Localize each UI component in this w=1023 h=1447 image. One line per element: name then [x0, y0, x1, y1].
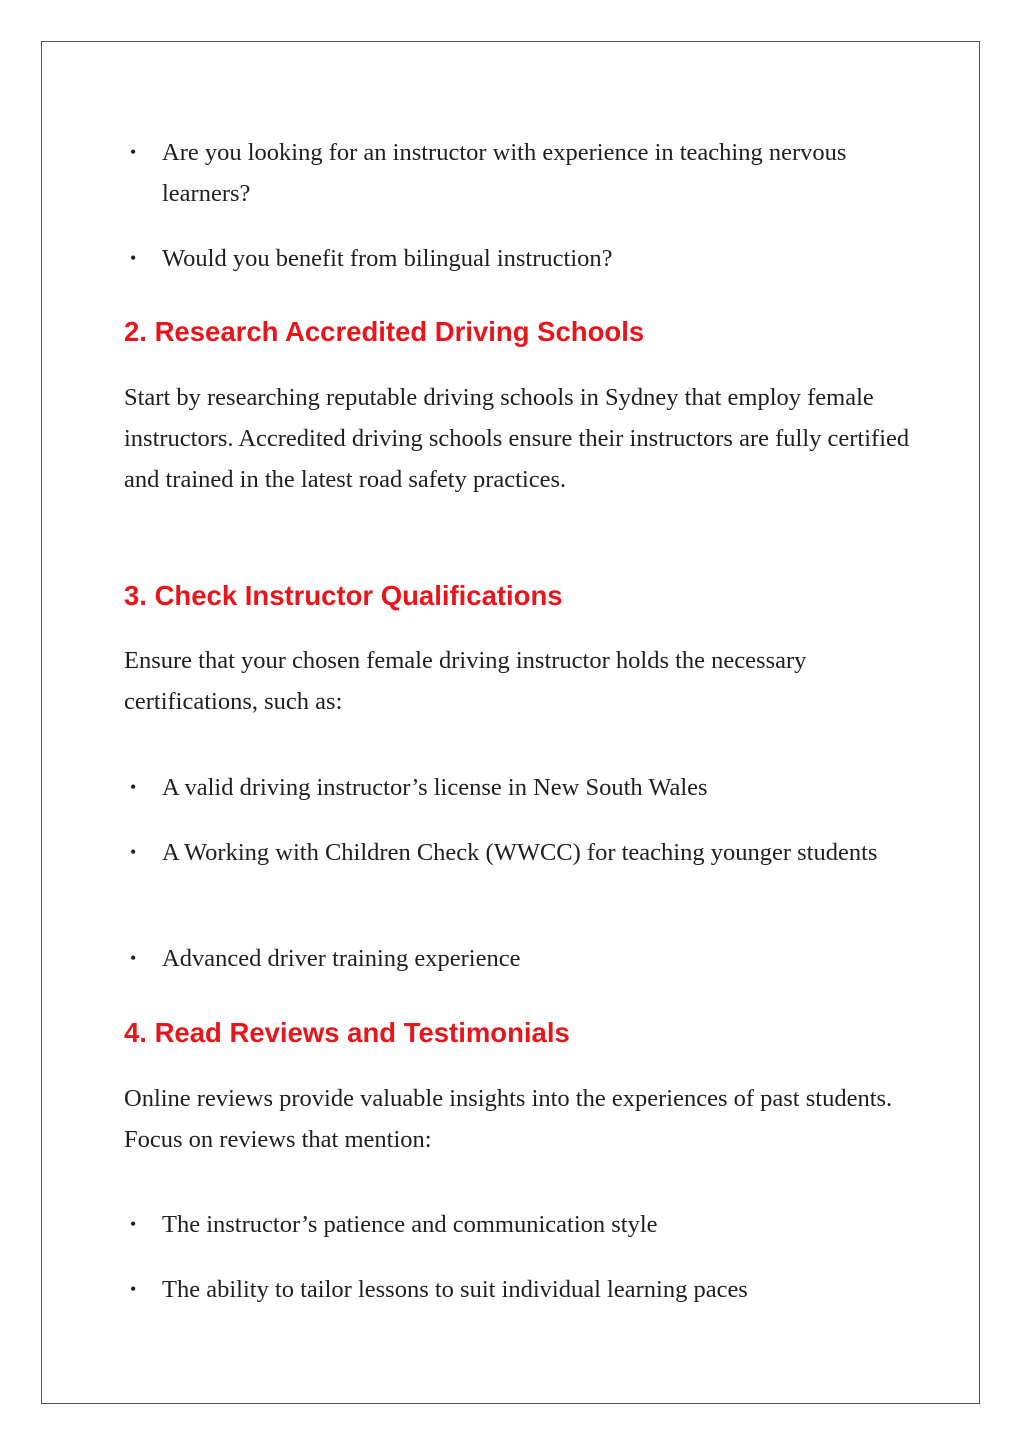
list-item [124, 938, 914, 979]
list-item-text: A valid driving instructor’s license in New South Wales [162, 774, 708, 801]
section-4-heading: 4. Read Reviews and Testimonials [124, 1017, 570, 1048]
bullet-icon: • [130, 142, 137, 162]
bullet-icon: • [130, 777, 137, 797]
section-2-paragraph: Start by researching reputable driving schools in Sydney that employ female instructors. Accredited driving schools ensure their instructors are fully certified and trained in the latest road safety practices. [124, 384, 910, 493]
bullet-icon: • [130, 842, 137, 862]
list-item-text: The ability to tailor lessons to suit individual learning paces [162, 1276, 748, 1303]
list-item-text: Are you looking for an instructor with experience in teaching nervous learners? [162, 139, 847, 207]
list-item-text: A Working with Children Check (WWCC) for teaching younger students [162, 839, 878, 866]
list-item [124, 132, 914, 214]
bullet-icon: • [130, 248, 137, 268]
qualifications-list [124, 767, 914, 808]
list-item-text: Advanced driver training experience [162, 945, 521, 972]
reviews-list-2 [124, 1269, 914, 1310]
list-item [124, 767, 914, 808]
list-item [124, 238, 914, 279]
list-item-text: Would you benefit from bilingual instruction? [162, 245, 613, 272]
bullet-icon: • [130, 948, 137, 968]
list-item [124, 1204, 914, 1245]
section-4-paragraph: Online reviews provide valuable insights into the experiences of past students. Focus on reviews that mention: [124, 1085, 893, 1153]
intro-bullet-list [124, 132, 914, 214]
page-frame [41, 41, 980, 1404]
bullet-icon: • [130, 1279, 137, 1299]
section-2-heading: 2. Research Accredited Driving Schools [124, 316, 645, 347]
qualifications-list-2 [124, 832, 914, 873]
section-3-paragraph: Ensure that your chosen female driving instructor holds the necessary certifications, such as: [124, 647, 807, 715]
list-item-text: The instructor’s patience and communication style [162, 1211, 658, 1238]
list-item [124, 1269, 914, 1310]
intro-bullet-list-2 [124, 238, 914, 279]
qualifications-list-3 [124, 938, 914, 979]
list-item [124, 832, 914, 873]
reviews-list [124, 1204, 914, 1245]
bullet-icon: • [130, 1214, 137, 1234]
section-3-heading: 3. Check Instructor Qualifications [124, 580, 563, 611]
